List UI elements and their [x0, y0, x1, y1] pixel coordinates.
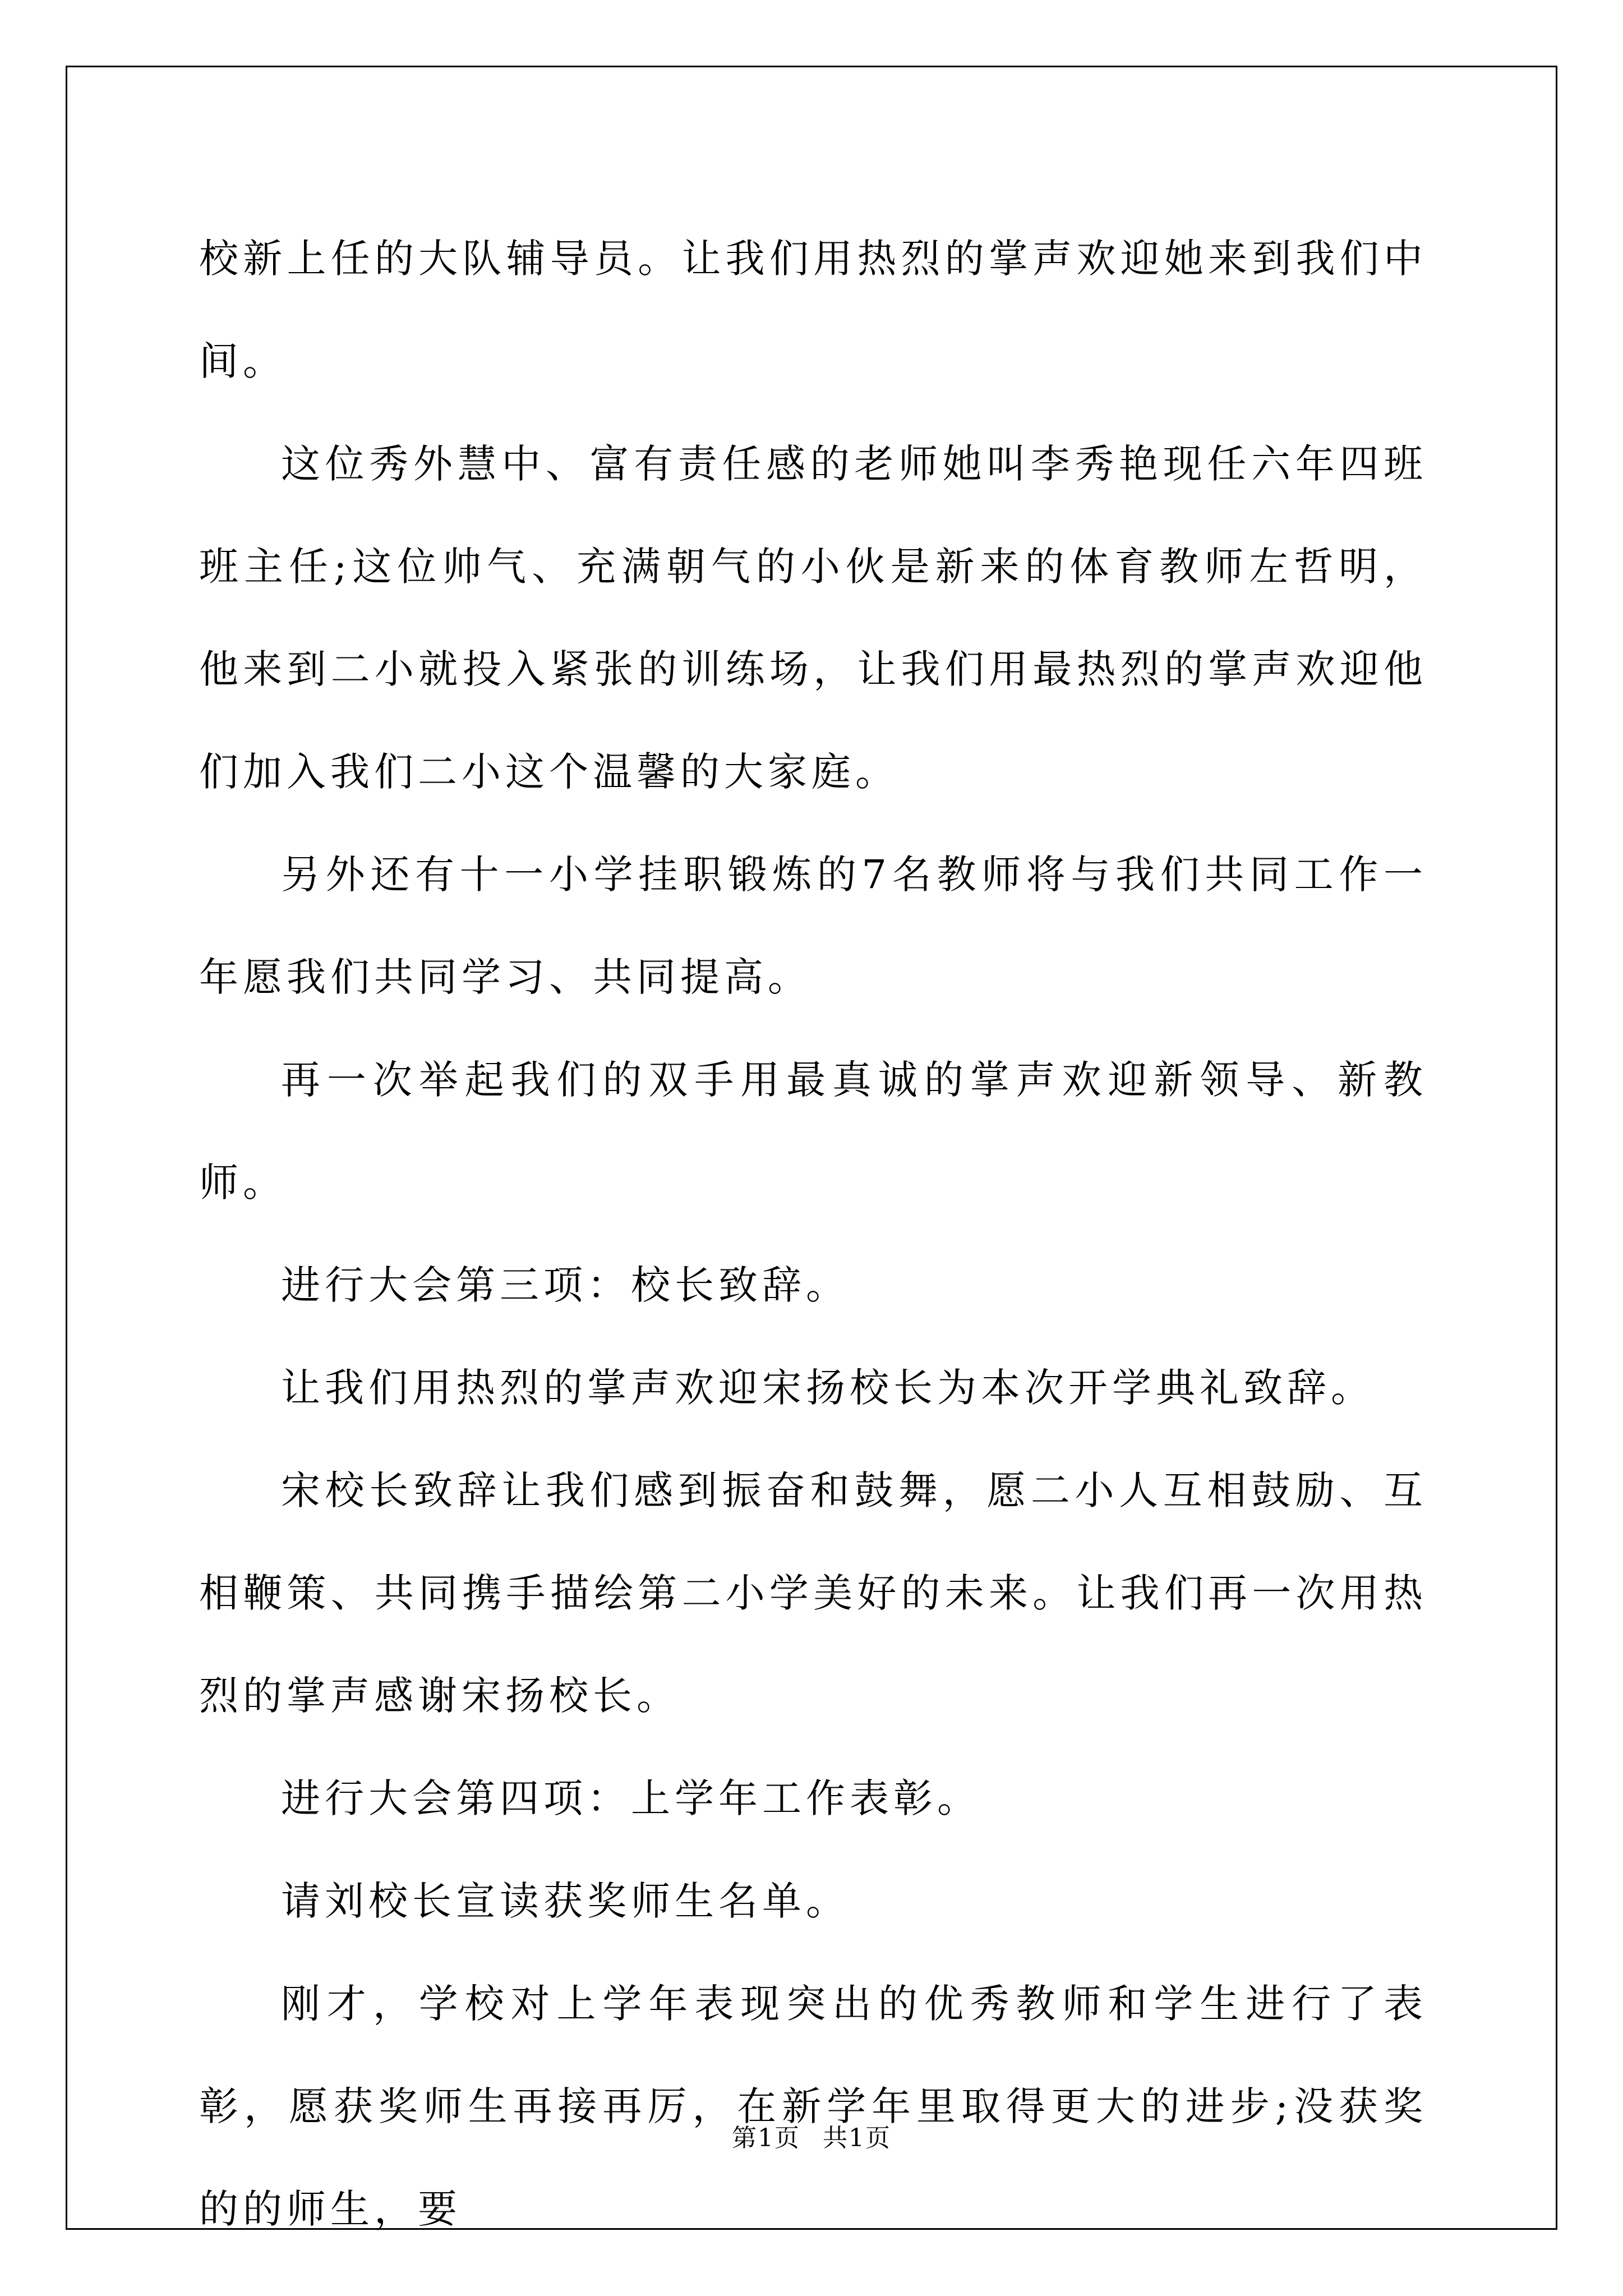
paragraph-5: 进行大会第三项：校长致辞。	[281, 1262, 850, 1308]
page-number-total: 共1页	[823, 2124, 891, 2152]
paragraph-2: 这位秀外慧中、富有责任感的老师她叫李秀艳现任六年四班班主任;这位帅气、充满朝气的小伙是新来的体育教师左哲明，他来到二小就投入紧张的训练场，让我们用最热烈的掌声欢迎他们加入我们二小这个温馨的大家庭。	[199, 441, 1427, 795]
paragraph-8: 进行大会第四项：上学年工作表彰。	[281, 1775, 981, 1821]
paragraph-3: 另外还有十一小学挂职锻炼的7名教师将与我们共同工作一年愿我们共同学习、共同提高。	[199, 852, 1427, 1000]
document-body	[199, 208, 1427, 2261]
paragraph-10: 刚才，学校对上学年表现突出的优秀教师和学生进行了表彰，愿获奖师生再接再厉，在新学年里取得更大的进步;没获奖的的师生，要	[199, 1981, 1427, 2232]
page-number-current: 第1页	[732, 2124, 800, 2152]
paragraph-4: 再一次举起我们的双手用最真诚的掌声欢迎新领导、新教师。	[199, 1057, 1427, 1205]
paragraph-6: 让我们用热烈的掌声欢迎宋扬校长为本次开学典礼致辞。	[281, 1365, 1375, 1411]
paragraph-7: 宋校长致辞让我们感到振奋和鼓舞，愿二小人互相鼓励、互相鞭策、共同携手描绘第二小学美好的未来。让我们再一次用热烈的掌声感谢宋扬校长。	[199, 1467, 1427, 1719]
paragraph-1: 校新上任的大队辅导员。让我们用热烈的掌声欢迎她来到我们中间。	[199, 236, 1427, 384]
page-footer	[0, 2118, 1623, 2154]
paragraph-9: 请刘校长宣读获奖师生名单。	[281, 1878, 850, 1924]
